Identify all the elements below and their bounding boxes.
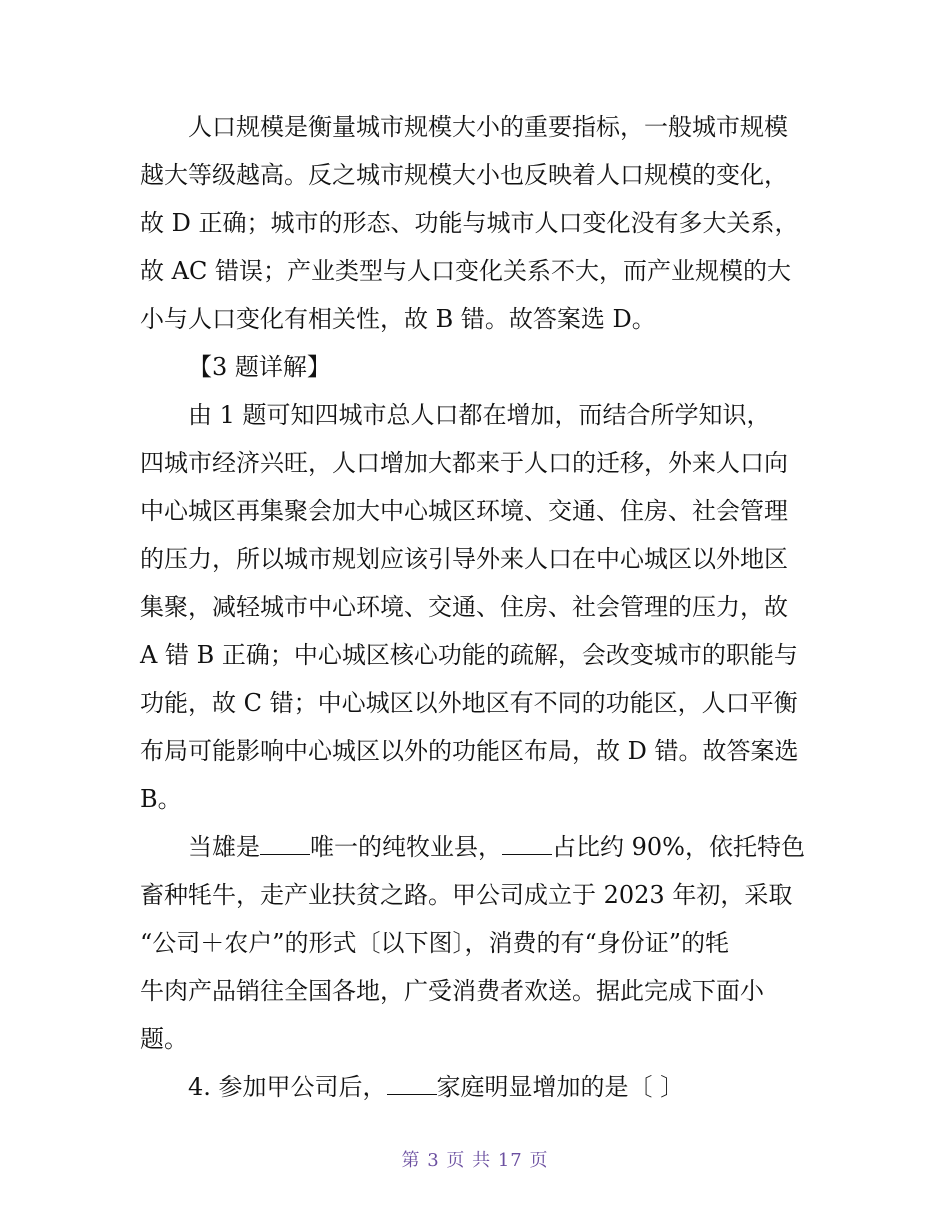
text-line: 越大等级越高。反之城市规模大小也反映着人口规模的变化， xyxy=(140,161,788,189)
text-line xyxy=(140,823,812,871)
text-fragment: 4. 参加甲公司后， xyxy=(188,1073,387,1101)
fill-blank xyxy=(502,832,552,855)
page-number-footer: 第 3 页 共 17 页 xyxy=(401,1150,549,1171)
heading-text: 【3 题详解】 xyxy=(188,353,331,381)
text-line xyxy=(140,1063,812,1111)
paragraph-answer-2-explanation xyxy=(140,103,812,343)
text-line: 集聚，减轻城市中心环境、交通、住房、社会管理的压力，故 xyxy=(140,593,788,621)
section-heading-q3 xyxy=(140,343,812,391)
text-line: 畜种牦牛，走产业扶贫之路。甲公司成立于 2023 年初，采取 xyxy=(140,881,793,909)
question-4 xyxy=(140,1063,812,1111)
text-line: 的压力，所以城市规划应该引导外来人口在中心城区以外地区 xyxy=(140,545,788,573)
text-line: 中心城区再集聚会加大中心城区环境、交通、住房、社会管理 xyxy=(140,497,788,525)
text-line: 故 AC 错误；产业类型与人口变化关系不大，而产业规模的大 xyxy=(140,257,791,285)
text-line: 功能，故 C 错；中心城区以外地区有不同的功能区，人口平衡 xyxy=(140,689,798,717)
text-line: 布局可能影响中心城区以外的功能区布局，故 D 错。故答案选 xyxy=(140,737,799,765)
fill-blank xyxy=(260,832,310,855)
text-line: “公司＋农户”的形式〔以下图〕，消费的有“身份证”的牦 xyxy=(140,929,730,957)
document-body xyxy=(140,103,812,1111)
text-fragment: 占比约 90%，依托特色 xyxy=(552,833,805,861)
text-line: 人口规模是衡量城市规模大小的重要指标，一般城市规模 xyxy=(188,113,788,141)
text-line: 由 1 题可知四城市总人口都在增加，而结合所学知识， xyxy=(188,401,771,429)
text-fragment: 家庭明显增加的是〔 〕 xyxy=(436,1073,685,1101)
text-fragment: 当雄是 xyxy=(188,833,260,861)
text-line: A 错 B 正确；中心城区核心功能的疏解，会改变城市的职能与 xyxy=(140,641,798,669)
text-line: 牛肉产品销往全国各地，广受消费者欢送。据此完成下面小 xyxy=(140,977,764,1005)
text-line: 题。 xyxy=(140,1025,188,1053)
paragraph-question-intro xyxy=(140,823,812,1063)
paragraph-answer-3-explanation xyxy=(140,391,812,823)
text-line: 故 D 正确；城市的形态、功能与城市人口变化没有多大关系， xyxy=(140,209,799,237)
text-line: 四城市经济兴旺，人口增加大都来于人口的迁移，外来人口向 xyxy=(140,449,788,477)
text-line: 小与人口变化有相关性，故 B 错。故答案选 D。 xyxy=(140,305,656,333)
text-line: B。 xyxy=(140,785,182,813)
fill-blank xyxy=(387,1072,437,1095)
text-fragment: 唯一的纯牧业县， xyxy=(310,833,502,861)
